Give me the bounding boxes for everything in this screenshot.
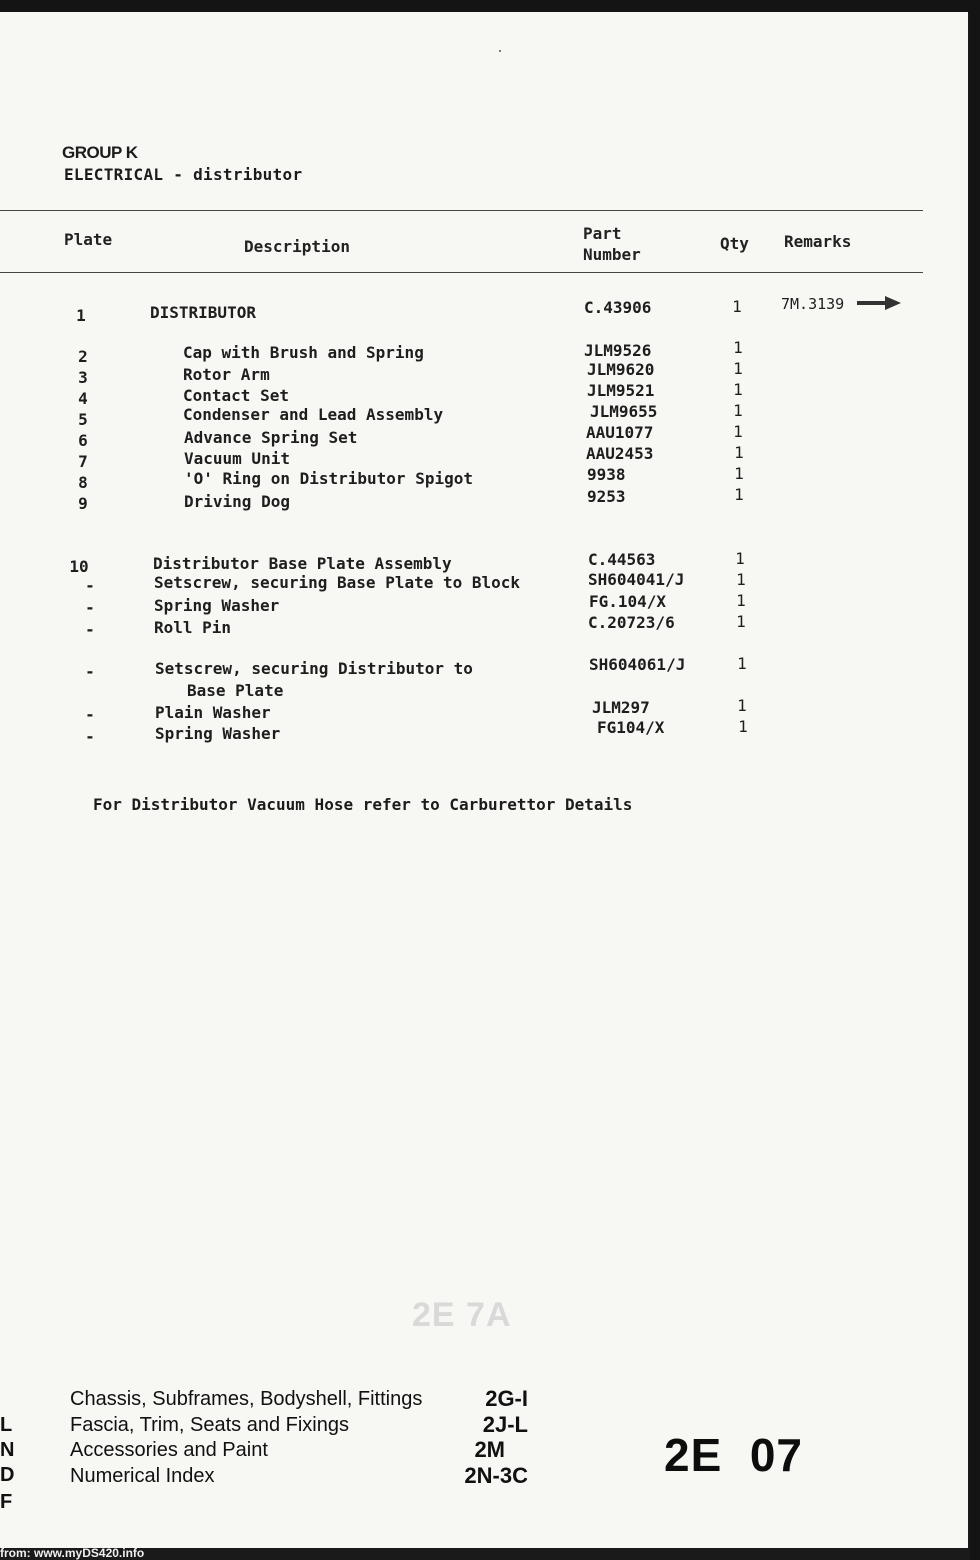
row-qty: 1 [736, 591, 746, 610]
right-arrow-icon [857, 296, 901, 310]
row-qty: 1 [733, 359, 743, 378]
row-description: Vacuum Unit [184, 449, 290, 468]
source-watermark: from: www.myDS420.info [0, 1546, 145, 1560]
row-part-number: 9938 [587, 465, 626, 484]
row-part-number: AAU2453 [586, 444, 654, 463]
row-plate: 6 [78, 431, 88, 450]
row-description: Advance Spring Set [184, 428, 358, 447]
scan-right-border [970, 0, 980, 1560]
index-label: Accessories and Paint [70, 1439, 268, 1461]
row-plate: 2 [78, 347, 88, 366]
row-description: Spring Washer [155, 724, 281, 743]
row-description: Contact Set [183, 386, 289, 405]
index-label: Numerical Index [70, 1465, 215, 1487]
row-part-number: FG.104/X [589, 592, 667, 611]
row-qty: 1 [736, 612, 746, 631]
index-code: 2N-3C [464, 1463, 528, 1488]
row-plate: 4 [78, 389, 88, 408]
row-qty: 1 [736, 570, 746, 589]
row-part-number: AAU1077 [586, 423, 654, 442]
index-code: 2M [474, 1437, 505, 1462]
edge-letter: L [0, 1414, 13, 1436]
edge-letter: N [0, 1439, 15, 1461]
index-label: Fascia, Trim, Seats and Fixings [70, 1414, 349, 1436]
row-qty: 1 [734, 464, 744, 483]
row-description: Setscrew, securing Distributor to [155, 659, 473, 678]
row-description: Driving Dog [184, 492, 290, 511]
row-part-number: JLM9655 [590, 402, 658, 421]
header-bottom-rule [0, 272, 923, 273]
row-plate: 10 [69, 557, 89, 576]
cross-reference-note: For Distributor Vacuum Hose refer to Carburettor Details [93, 795, 633, 814]
col-remarks: Remarks [784, 232, 852, 251]
row-description: Distributor Base Plate Assembly [153, 554, 452, 573]
row-part-number: JLM9620 [587, 360, 655, 379]
row-plate: 5 [78, 410, 88, 429]
group-title: GROUP K [62, 143, 138, 162]
col-plate: Plate [64, 230, 113, 249]
row-qty: 1 [733, 380, 743, 399]
row-qty: 1 [734, 485, 744, 504]
row-qty: 1 [735, 549, 745, 568]
row-description: Cap with Brush and Spring [183, 343, 424, 362]
row-description: 'O' Ring on Distributor Spigot [184, 469, 473, 488]
edge-letter: D [0, 1464, 15, 1486]
row-remarks: 7M.3139 [781, 295, 845, 313]
row-description: Rotor Arm [183, 365, 270, 384]
row-plate: 9 [78, 494, 88, 513]
row-description: Condenser and Lead Assembly [183, 405, 444, 424]
row-plate: - [85, 705, 95, 724]
row-plate: - [85, 727, 95, 746]
row-qty: 1 [737, 654, 747, 673]
row-part-number: JLM297 [592, 698, 650, 717]
row-part-number: C.43906 [584, 298, 652, 317]
row-plate: - [85, 576, 95, 595]
row-plate: - [85, 620, 95, 639]
row-part-number: SH604061/J [589, 655, 686, 674]
row-plate: - [85, 598, 95, 617]
row-qty: 1 [737, 696, 747, 715]
col-part-number-line1: Part [583, 224, 622, 243]
row-plate: 7 [78, 452, 88, 471]
row-part-number: JLM9526 [584, 341, 652, 360]
col-qty: Qty [720, 234, 749, 253]
row-description: Setscrew, securing Base Plate to Block [154, 573, 521, 592]
index-label: Chassis, Subframes, Bodyshell, Fittings [70, 1388, 423, 1410]
row-plate: 8 [78, 473, 88, 492]
edge-letter: F [0, 1491, 13, 1513]
header-top-rule [0, 210, 923, 211]
row-qty: 1 [733, 401, 743, 420]
row-qty: 1 [732, 297, 742, 316]
fiche-number: 2E 07 [664, 1429, 803, 1481]
index-code: 2G-I [485, 1386, 528, 1411]
row-plate: - [85, 662, 95, 681]
row-qty: 1 [734, 443, 744, 462]
row-part-number: SH604041/J [588, 570, 685, 589]
col-part-number-line2: Number [583, 245, 641, 264]
row-part-number: C.44563 [588, 550, 656, 569]
section-subtitle: ELECTRICAL - distributor [64, 165, 303, 184]
row-qty: 1 [733, 422, 743, 441]
row-description: Spring Washer [154, 596, 280, 615]
row-part-number: 9253 [587, 487, 626, 506]
row-description-cont: Base Plate [187, 681, 284, 700]
row-part-number: C.20723/6 [588, 613, 675, 632]
row-part-number: FG104/X [597, 718, 665, 737]
row-qty: 1 [738, 717, 748, 736]
row-description: Roll Pin [154, 618, 232, 637]
row-qty: 1 [733, 338, 743, 357]
row-plate: 3 [78, 368, 88, 387]
speck [499, 50, 501, 52]
row-part-number: JLM9521 [587, 381, 655, 400]
row-plate: 1 [76, 306, 86, 325]
index-code: 2J-L [482, 1412, 528, 1437]
faint-stamp: 2E 7A [412, 1296, 512, 1334]
row-description: Plain Washer [155, 703, 271, 722]
row-description: DISTRIBUTOR [150, 303, 256, 322]
col-description: Description [244, 237, 350, 256]
